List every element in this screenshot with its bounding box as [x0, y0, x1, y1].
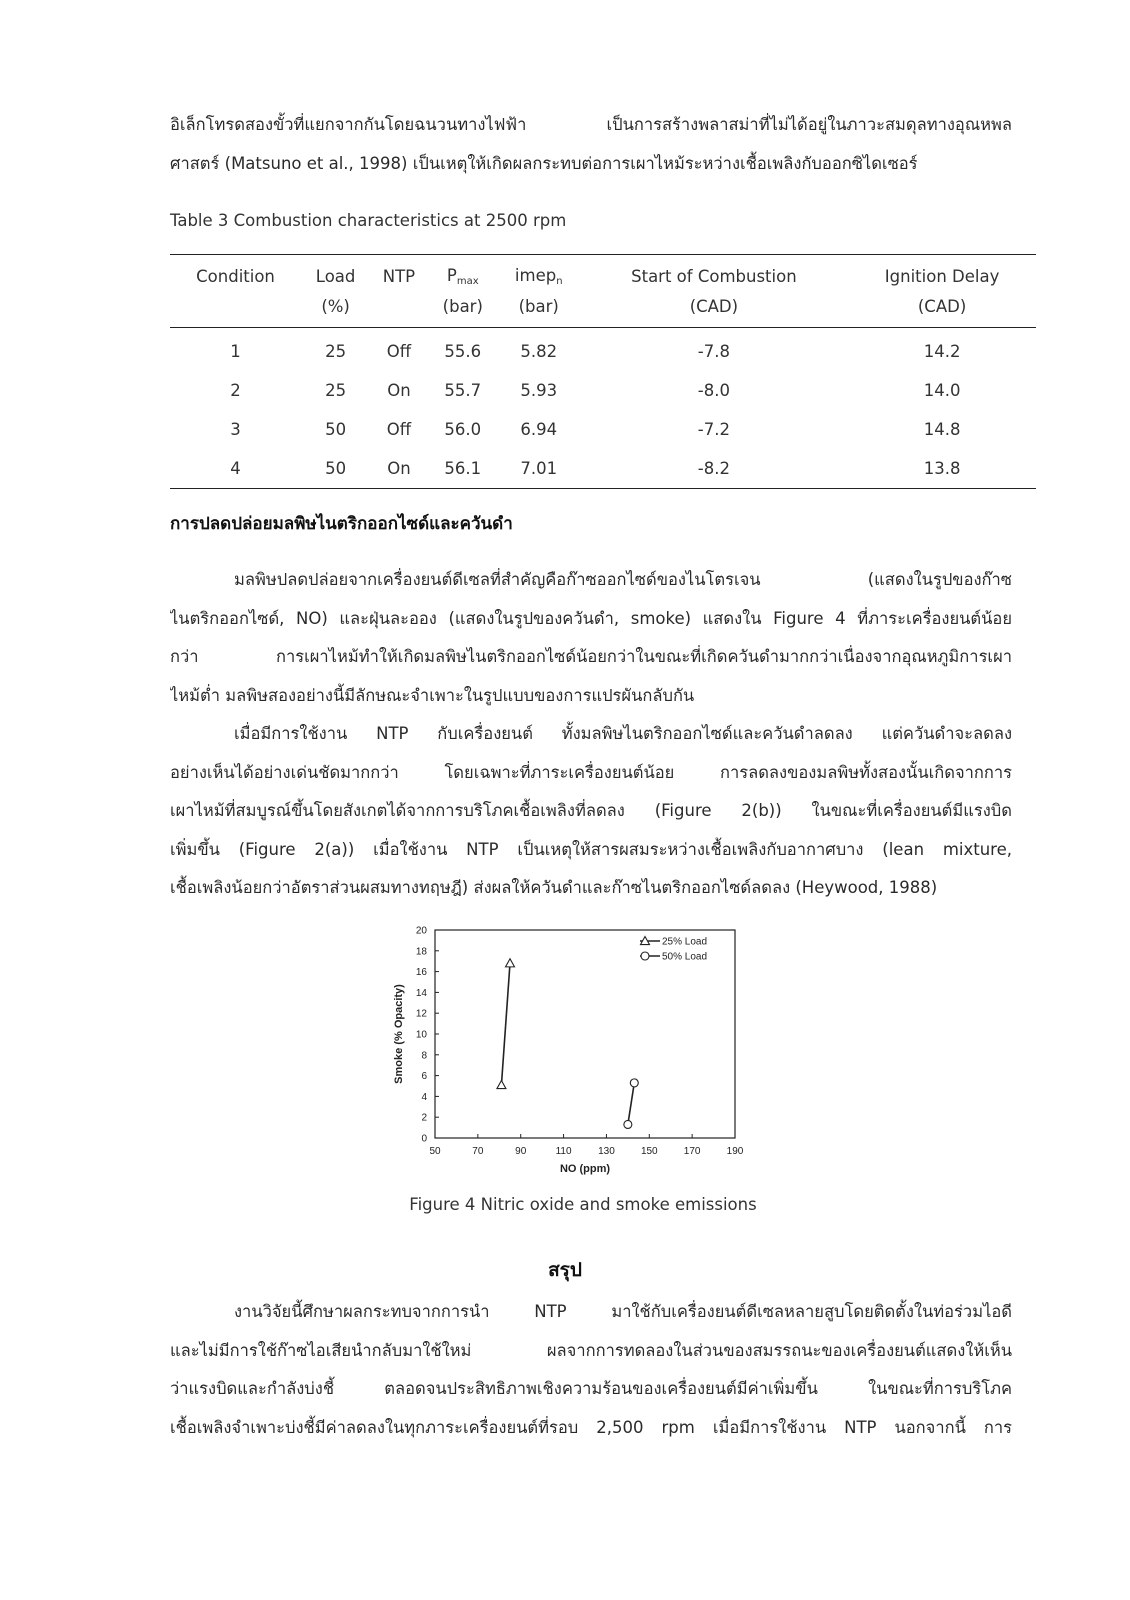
- table-cell: -7.2: [697, 420, 730, 439]
- table-row: [170, 449, 1036, 489]
- y-tick-label: 2: [421, 1112, 427, 1124]
- header-pmax-subscript: max: [456, 275, 479, 287]
- table-cell: 3: [230, 420, 241, 439]
- emissions-paragraph-1: [170, 561, 1012, 715]
- text-line: ศาสตร์ (Matsuno et al., 1998) เป็นเหตุให้เกิดผลกระทบต่อการเผาไหม้ระหว่างเชื้อเพลิงกับออกซิไดเซอร์: [170, 153, 918, 173]
- table-cell: 50: [325, 420, 347, 439]
- x-tick-label: 190: [726, 1146, 744, 1157]
- header-condition: Condition: [170, 255, 301, 292]
- unit-condition: [170, 291, 301, 328]
- y-axis-label: Smoke (% Opacity): [393, 984, 405, 1084]
- text-line: เชื้อเพลิงจำเพาะบ่งชี้มีค่าลดลงในทุกภาระเครื่องยนต์ที่รอบ 2,500 rpm เมื่อมีการใช้งาน NTP นอกจากนี้ การ: [170, 1417, 1012, 1437]
- conclusion-heading: สรุป: [548, 1259, 582, 1281]
- combustion-table: [170, 254, 1036, 489]
- text-line: เพิ่มขึ้น (Figure 2(a)) เมื่อใช้งาน NTP เป็นเหตุให้สารผสมระหว่างเชื้อเพลิงกับอากาศบาง (lean mixture,: [170, 839, 1012, 859]
- text-line: กว่า การเผาไหม้ทำให้เกิดมลพิษไนตริกออกไซด์น้อยกว่าในขณะที่เกิดควันดำมากกว่าเนื่องจากอุณหภูมิการเผา: [170, 647, 1012, 666]
- unit-start-of-combustion: (CAD): [580, 291, 849, 328]
- table-cell: 14.0: [923, 381, 961, 400]
- text-line: ว่าแรงบิดและกำลังบ่งชี้ ตลอดจนประสิทธิภาพเชิงความร้อนของเครื่องยนต์มีค่าเพิ่มขึ้น ในขณะที่การบริโภค: [170, 1379, 1012, 1398]
- data-point-series-1: [506, 959, 515, 967]
- x-axis-label: NO (ppm): [559, 1163, 611, 1175]
- table-cell: 14.2: [923, 342, 961, 361]
- y-tick-label: 10: [415, 1029, 427, 1041]
- unit-pmax: (bar): [428, 291, 498, 328]
- table-cell: 55.7: [444, 381, 482, 400]
- header-imep: [498, 255, 580, 292]
- table-cell: 7.01: [498, 449, 580, 489]
- text-line: ไหม้ต่ำ มลพิษสองอย่างนี้มีลักษณะจำเพาะในรูปแบบของการแปรผันกลับกัน: [170, 685, 695, 705]
- text-line: เชื้อเพลิงน้อยกว่าอัตราส่วนผสมทางทฤษฎี) ส่งผลให้ควันดำและก๊าซไนตริกออกไซด์ลดลง (Heywood, 1988): [170, 878, 938, 897]
- series-line-1: [501, 963, 510, 1085]
- legend-label-2: 50% Load: [662, 951, 708, 963]
- table-cell: 2: [230, 381, 241, 400]
- text-line: อิเล็กโทรดสองขั้วที่แยกจากกันโดยฉนวนทางไฟฟ้า เป็นการสร้างพลาสม่าที่ไม่ได้อยู่ในภาวะสมดุลทางอุณหพล: [170, 115, 1012, 134]
- table-cell: 56.0: [444, 420, 482, 439]
- table-cell: 1: [230, 342, 241, 361]
- text-line: เผาไหม้ที่สมบูรณ์ขึ้นโดยสังเกตได้จากการบริโภคเชื้อเพลิงที่ลดลง (Figure 2(b)) ในขณะที่เครื่องยนต์มีแรงบิด: [170, 801, 1012, 820]
- table-header-row: [170, 255, 1036, 292]
- text-line: อย่างเห็นได้อย่างเด่นชัดมากกว่า โดยเฉพาะที่ภาระเครื่องยนต์น้อย การลดลงของมลพิษทั้งสองนั้นเกิดจากการ: [170, 762, 1012, 782]
- table-cell: 56.1: [428, 449, 498, 489]
- table-cell: On: [387, 381, 411, 400]
- table-cell: 50: [301, 449, 370, 489]
- table-cell: 6.94: [520, 420, 558, 439]
- legend-label-1: 25% Load: [662, 936, 708, 948]
- y-tick-label: 16: [415, 967, 427, 979]
- header-ntp: NTP: [370, 255, 428, 292]
- y-tick-label: 18: [415, 946, 427, 958]
- text-line: งานวิจัยนี้ศึกษาผลกระทบจากการนำ NTP มาใช้กับเครื่องยนต์ดีเซลหลายสูบโดยติดตั้งในท่อร่วมไอดี: [234, 1302, 1012, 1321]
- series-line-2: [628, 1083, 634, 1125]
- x-tick-label: 150: [640, 1146, 658, 1157]
- header-pmax: [428, 255, 498, 292]
- x-tick-label: 130: [598, 1146, 615, 1157]
- data-point-series-1: [497, 1080, 506, 1088]
- table-row: [170, 410, 1036, 449]
- x-tick-label: 170: [683, 1146, 701, 1157]
- data-point-series-2: [630, 1079, 638, 1087]
- table-cell: 25: [325, 381, 347, 400]
- table-cell: -8.2: [580, 449, 849, 489]
- header-load: Load: [301, 255, 370, 292]
- table-cell: 13.8: [848, 449, 1036, 489]
- table-cell: On: [370, 449, 428, 489]
- smoke-vs-no-chart: [380, 918, 760, 1180]
- y-tick-label: 12: [415, 1008, 427, 1020]
- y-tick-label: 6: [421, 1071, 427, 1083]
- header-imep-subscript: n: [556, 275, 563, 287]
- legend-marker-2: [641, 952, 649, 960]
- x-tick-label: 90: [515, 1146, 527, 1157]
- table-caption: Table 3 Combustion characteristics at 2500 rpm: [170, 211, 567, 230]
- x-tick-label: 70: [472, 1146, 484, 1157]
- y-tick-label: 14: [415, 987, 427, 999]
- table-cell: 25: [325, 342, 347, 361]
- text-line: เมื่อมีการใช้งาน NTP กับเครื่องยนต์ ทั้งมลพิษไนตริกออกไซด์และควันดำลดลง แต่ควันดำจะลดลง: [234, 724, 1012, 743]
- text-line: และไม่มีการใช้ก๊าซไอเสียนำกลับมาใช้ใหม่ ผลจากการทดลองในส่วนของสมรรถนะของเครื่องยนต์แสดงให้เห็น: [170, 1340, 1012, 1360]
- table-cell: 5.93: [520, 381, 558, 400]
- table-cell: -8.0: [697, 381, 730, 400]
- emissions-paragraph-2: [170, 715, 1012, 908]
- table-row: [170, 371, 1036, 410]
- conclusion-paragraph: [170, 1293, 1012, 1447]
- header-start-of-combustion: Start of Combustion: [580, 255, 849, 292]
- table-row: [170, 328, 1036, 372]
- unit-imep: (bar): [498, 291, 580, 328]
- table-cell: Off: [386, 342, 412, 361]
- y-tick-label: 0: [421, 1133, 427, 1145]
- header-ignition-delay: Ignition Delay: [848, 255, 1036, 292]
- header-pmax-symbol: P: [446, 265, 457, 285]
- unit-ignition-delay: (CAD): [848, 291, 1036, 328]
- table-cell: 55.6: [444, 342, 482, 361]
- figure-caption: Figure 4 Nitric oxide and smoke emissions: [409, 1195, 757, 1214]
- text-line: มลพิษปลดปล่อยจากเครื่องยนต์ดีเซลที่สำคัญคือก๊าซออกไซด์ของไนโตรเจน (แสดงในรูปของก๊าซ: [234, 570, 1012, 589]
- intro-paragraph: [170, 106, 1012, 183]
- header-imep-symbol: imep: [514, 265, 557, 285]
- unit-load: (%): [301, 291, 370, 328]
- y-tick-label: 20: [415, 925, 427, 937]
- table-cell: -7.8: [697, 342, 730, 361]
- table-unit-row: [170, 291, 1036, 328]
- table-cell: Off: [386, 420, 412, 439]
- table-cell: 4: [170, 449, 301, 489]
- data-point-series-2: [624, 1120, 632, 1128]
- y-tick-label: 4: [421, 1091, 427, 1103]
- text-line: ไนตริกออกไซด์, NO) และฝุ่นละออง (แสดงในรูปของควันดำ, smoke) แสดงใน Figure 4 ที่ภาระเครื่องยนต์น้อย: [170, 608, 1012, 628]
- x-tick-label: 110: [555, 1146, 572, 1157]
- section-heading: การปลดปล่อยมลพิษไนตริกออกไซด์และควันดำ: [170, 514, 513, 534]
- unit-ntp: [370, 291, 428, 328]
- y-tick-label: 8: [421, 1050, 427, 1062]
- table-cell: 5.82: [520, 342, 558, 361]
- table-cell: 14.8: [923, 420, 961, 439]
- x-tick-label: 50: [429, 1146, 441, 1157]
